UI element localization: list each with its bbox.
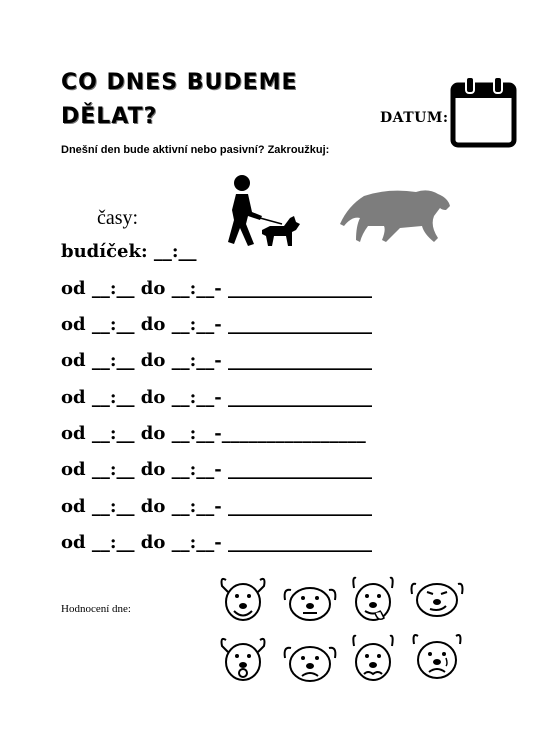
sad-dog-face-icon[interactable] <box>283 640 337 684</box>
schedule-row[interactable]: od __:__ do __:__- ________________ <box>61 314 373 335</box>
happy-dog-face-icon[interactable] <box>218 574 268 624</box>
times-heading: časy: <box>97 207 139 229</box>
schedule-row[interactable]: od __:__ do __:__-________________ <box>61 423 366 444</box>
schedule-row[interactable]: od __:__ do __:__- ________________ <box>61 350 373 371</box>
resting-dog-icon[interactable] <box>338 186 454 246</box>
calendar-icon <box>450 75 518 149</box>
schedule-row[interactable]: od __:__ do __:__- ________________ <box>61 532 373 553</box>
evaluation-label: Hodnocení dne: <box>61 603 131 615</box>
schedule-row[interactable]: od __:__ do __:__- ________________ <box>61 496 373 517</box>
instruction-text: Dnešní den bude aktivní nebo pasivní? Zakroužkuj: <box>61 144 330 156</box>
neutral-dog-face-icon[interactable] <box>283 582 337 624</box>
crying-dog-face-icon[interactable] <box>410 630 464 682</box>
tongue-out-dog-face-icon[interactable] <box>348 574 398 626</box>
wake-up-time-field[interactable]: budíček: __:__ <box>61 241 197 262</box>
surprised-dog-face-icon[interactable] <box>218 634 268 684</box>
smirk-dog-face-icon[interactable] <box>410 578 464 620</box>
title-line-2: DĚLAT? <box>61 104 158 129</box>
page-title <box>61 66 298 134</box>
person-walking-dog-icon[interactable] <box>226 174 302 248</box>
schedule-row[interactable]: od __:__ do __:__- ________________ <box>61 278 373 299</box>
schedule-row[interactable]: od __:__ do __:__- ________________ <box>61 459 373 480</box>
schedule-row[interactable]: od __:__ do __:__- ________________ <box>61 387 373 408</box>
worried-dog-face-icon[interactable] <box>348 632 398 684</box>
date-label: DATUM: <box>380 110 449 126</box>
title-line-1: CO DNES BUDEME <box>61 70 298 95</box>
